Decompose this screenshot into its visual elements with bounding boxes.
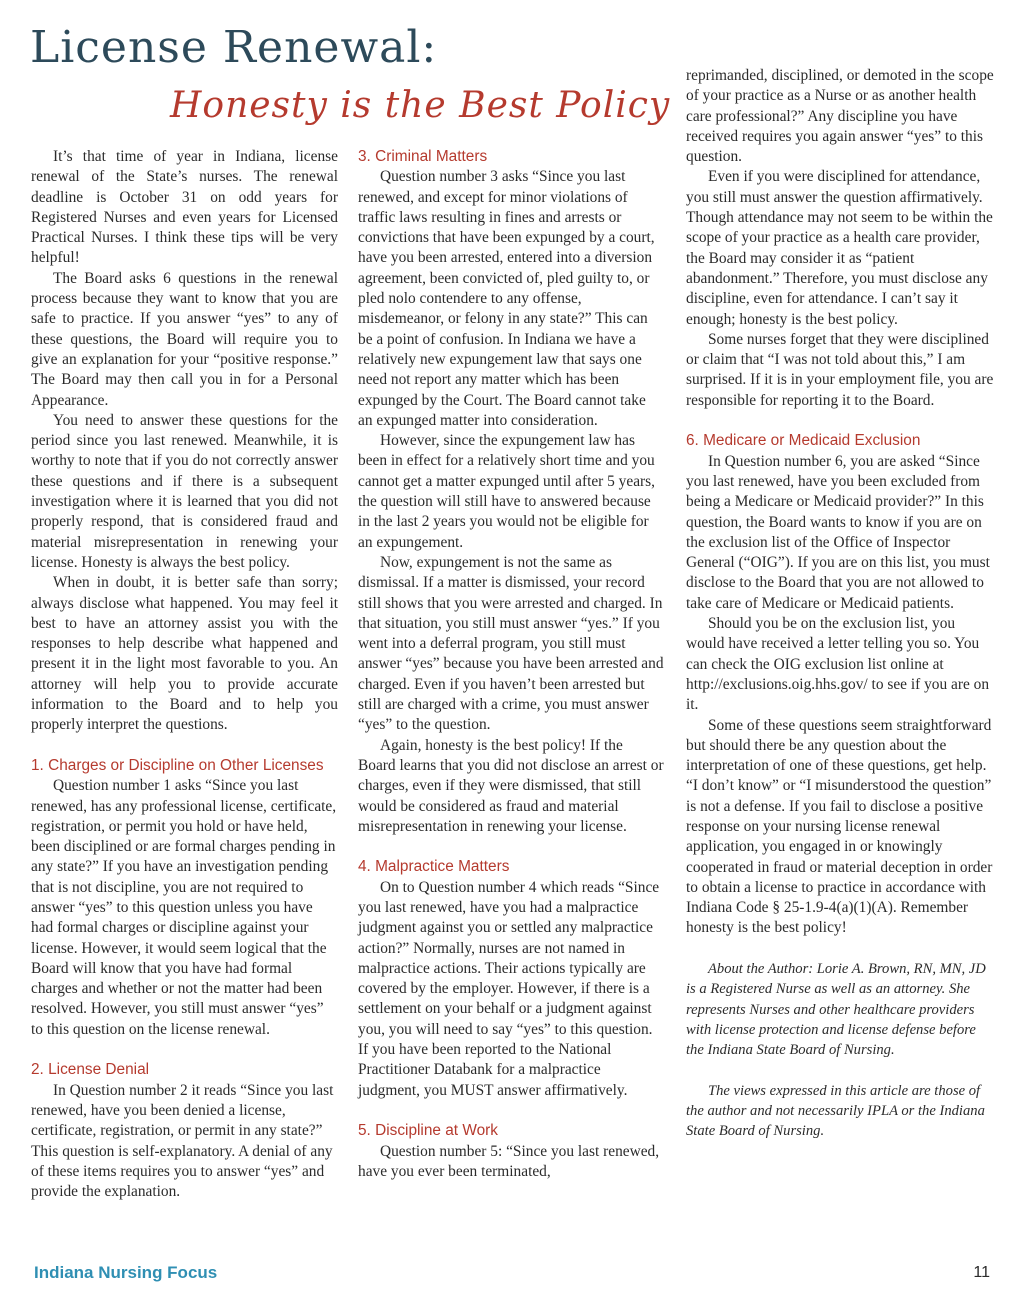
paragraph: However, since the expungement law has been in effect for a relatively short time and you cannot get a matter expunged until after 5 years, the question will still have to answered because in the last 2 years you would not be eligible for an expungement.: [358, 432, 656, 551]
paragraph: Even if you were disciplined for attendance, you still must answer the question affirmatively. Though attendance may not seem to be within the scope of your practice as a health care provider, the Board may consider it as “patient abandonment.” Therefore, you must disclose any discipline, even for attendance. I can’t say it enough; honesty is the best policy.: [686, 168, 993, 328]
paragraph: Some of these questions seem straightforward but should there be any question about the interpretation of one of these questions, get help. “I don’t know” or “I misunderstood the question” is not a defense. If you fail to disclose a positive response on your nursing license renewal application, you engaged in or knowingly cooperated in fraud or material deception in order to obtain a license to practice in accordance with Indiana Code § 25-1.9-4(a)(1)(A). Remember honesty is the best policy!: [686, 716, 993, 937]
paragraph: Now, expungement is not the same as dismissal. If a matter is dismissed, your record still shows that you were arrested and charged. In that situation, you still must answer “yes.” If you went into a deferral program, you still must answer “yes” because you have been arrested and charged. Even if you haven’t been arrested but still are charged with a crime, you must answer “yes” to the question.: [358, 553, 664, 734]
article-title: License Renewal:: [30, 22, 438, 73]
section-heading-malpractice: 4. Malpractice Matters: [358, 858, 510, 876]
paragraph: Question number 3 asks “Since you last renewed, and except for minor violations of traffic laws resulting in fines and arrests or convictions that have been expunged by a court, have you been arrested, entered into a diversion agreement, been convicted of, pled guilty to, or pled nolo contendere to any offense, misdemeanor, or felony in any state?” This can be a point of confusion. In Indiana we have a relatively new expungement law that says one need not report any matter which has been expunged by the Court. The Board cannot take an expunged matter into consideration.: [358, 168, 655, 429]
section-heading-charges: 1. Charges or Discipline on Other Licenses: [31, 756, 324, 774]
paragraph: Again, honesty is the best policy! If the Board learns that you did not disclose an arrest or charges, even if they were dismissed, that still would be considered as fraud and material misrepresentation in renewing your license.: [358, 736, 664, 835]
paragraph: Question number 1 asks “Since you last renewed, has any professional license, certificate, registration, or permit you hold or have held, been disciplined or are formal charges pending in any state?” If you have an investigation pending that is not discipline, you are not required to answer “yes” to this question unless you have had formal charges or discipline against your license. However, it would seem logical that the Board will know that you have had formal charges and whether or not the matter had been resolved. However, you still must answer “yes” to this question on the license renewal.: [31, 777, 337, 1038]
paragraph: Some nurses forget that they were disciplined or claim that “I was not told about this,” I am surprised. If it is in your employment file, you are responsible for reporting it to the Board.: [686, 330, 994, 409]
section-heading-discipline-work: 5. Discipline at Work: [358, 1122, 498, 1140]
paragraph: When in doubt, it is better safe than sorry; always disclose what happened. You may feel it best to have an attorney assist you with the responses to help describe what happened and present it in the light most favorable to you. An attorney will help you to provide accurate information to the Board and to help you properly interpret the questions.: [31, 574, 338, 734]
section-heading-license-denial: 2. License Denial: [31, 1061, 150, 1079]
paragraph: You need to answer these questions for the period since you last renewed. Meanwhile, it is worthy to note that if you do not correctly answer these questions and if there is a subsequent investigation where it is learned that you did not properly respond, that is considered fraud and material misrepresentation in renewing your license. Honesty is always the best policy.: [31, 411, 338, 571]
section-heading-criminal: 3. Criminal Matters: [358, 148, 488, 165]
column-3: [686, 66, 994, 1142]
continued-paragraph: reprimanded, disciplined, or demoted in the scope of your practice as a Nurse or as another health care professional?” Any discipline you have received requires you again answer “yes” to this question.: [686, 67, 994, 166]
column-2: [358, 147, 664, 1182]
author-bio: About the Author: Lorie A. Brown, RN, MN, JD is a Registered Nurse as well as an attorney. She represents Nurses and other healthcare providers with license protection and license defense before the Indiana State Board of Nursing.: [686, 961, 986, 1059]
intro-paragraph: It’s that time of year in Indiana, license renewal of the State’s nurses. The renewal deadline is October 31 on odd years for Registered Nurses and even years for Licensed Practical Nurses. I think these tips will be very helpful!: [31, 148, 338, 267]
column-1: [31, 147, 338, 1202]
paragraph: In Question number 2 it reads “Since you last renewed, have you been denied a license, certificate, registration, or permit in any state?” This question is self-explanatory. A denial of any of these items requires you to answer “yes” and provide the explanation.: [31, 1081, 334, 1201]
page-number: 11: [973, 1264, 990, 1281]
article-subtitle: Honesty is the Best Policy: [170, 85, 671, 126]
section-heading-medicare: 6. Medicare or Medicaid Exclusion: [686, 432, 921, 450]
disclaimer: The views expressed in this article are those of the author and not necessarily IPLA or the Indiana State Board of Nursing.: [686, 1082, 985, 1140]
paragraph: Question number 5: “Since you last renewed, have you ever been terminated,: [358, 1142, 660, 1180]
paragraph: The Board asks 6 questions in the renewal process because they want to know that you are safe to practice. If you answer “yes” to any of these questions, the Board will require you to give an explanation for your “positive response.” The Board may then call you in for a Personal Appearance.: [31, 269, 338, 409]
paragraph: On to Question number 4 which reads “Since you last renewed, have you had a malpractice judgment against you or settled any malpractice action?” Normally, nurses are not named in malpractice actions. Their actions typically are covered by the employer. However, if there is a settlement on your behalf or a judgment against you, you will need to say “yes” to this question. If you have been reported to the National Practitioner Databank for a malpractice judgment, you MUST answer affirmatively.: [358, 878, 660, 1099]
paragraph: Should you be on the exclusion list, you would have received a letter telling you so. You can check the OIG exclusion list online at http://exclusions.oig.hhs.gov/ to see if you are on it.: [686, 615, 990, 714]
paragraph: In Question number 6, you are asked “Since you last renewed, have you been excluded from being a Medicare or Medicaid provider?” In this question, the Board wants to know if you are on the exclusion list of the Office of Inspector General (“OIG”). If you are on this list, you must disclose to the Board that you are not allowed to take care of Medicare or Medicaid patients.: [686, 452, 990, 612]
publication-name: Indiana Nursing Focus: [34, 1263, 218, 1282]
